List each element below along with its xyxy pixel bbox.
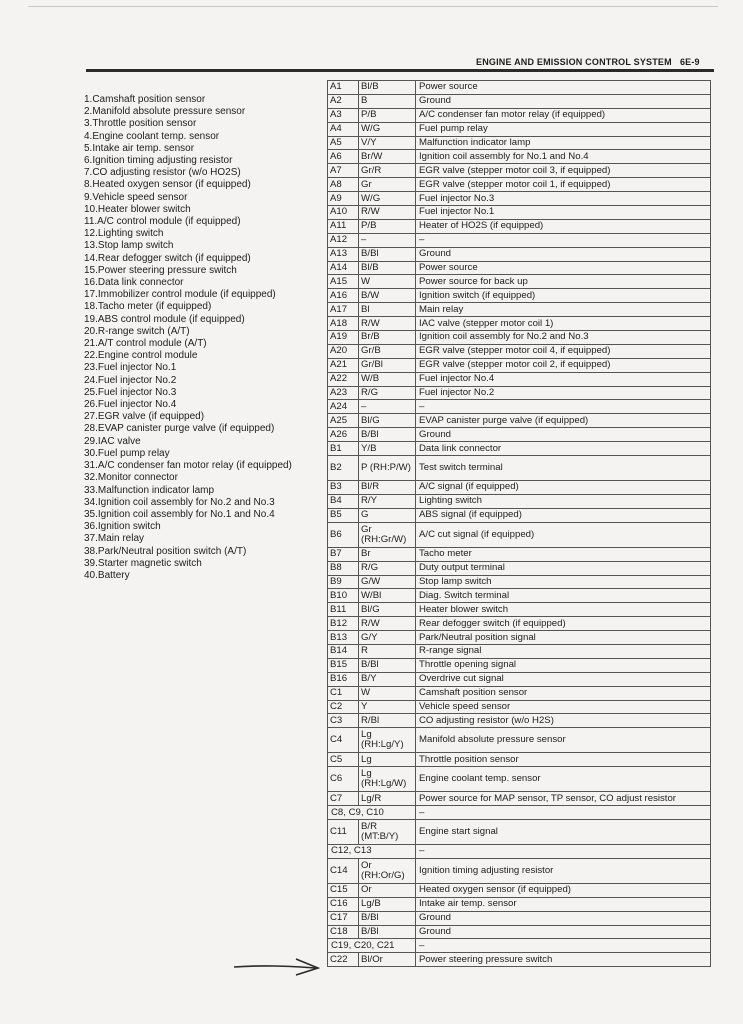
legend-item: 27.EGR valve (if equipped) [84,411,205,423]
wire-color: B [359,94,416,108]
legend-item: 1.Camshaft position sensor [84,94,206,105]
circuit-description: Engine coolant temp. sensor [416,767,711,792]
circuit-description: Throttle position sensor [416,753,711,767]
wire-color: B/Bl [359,247,416,261]
legend-item: 36.Ignition switch [84,521,161,533]
wire-color: B/Bl [359,658,416,672]
table-row [328,547,711,561]
circuit-description: Ground [416,925,711,939]
legend-item: 39.Starter magnetic switch [84,557,202,569]
wire-color: Gr/R [359,164,416,178]
circuit-description: Tacho meter [416,547,711,561]
circuit-description: Fuel pump relay [416,122,711,136]
terminal-pin: C22 [328,953,359,967]
terminal-pin: A20 [328,344,359,358]
circuit-description: – [416,400,711,414]
terminal-pin: A17 [328,303,359,317]
table-row [328,753,711,767]
circuit-description: Malfunction indicator lamp [416,136,711,150]
table-row [328,456,711,481]
terminal-pin: B11 [328,603,359,617]
circuit-description: Test switch terminal [416,456,711,481]
circuit-description: A/C condenser fan motor relay (if equipped) [416,108,711,122]
wire-color: Br/B [359,331,416,345]
table-row [328,275,711,289]
legend-item: 21.A/T control module (A/T) [84,338,207,350]
wire-color: B/R (MT:B/Y) [359,819,416,844]
legend-item: 38.Park/Neutral position switch (A/T) [84,545,247,557]
wire-color: – [359,233,416,247]
circuit-description: Manifold absolute pressure sensor [416,728,711,753]
wire-color: P/B [359,108,416,122]
legend-item: 6.Ignition timing adjusting resistor [84,155,233,167]
table-row [328,767,711,792]
table-row [328,481,711,495]
circuit-description: Ground [416,428,711,442]
wire-color: R/W [359,206,416,220]
terminal-pin: C15 [328,883,359,897]
table-row [328,206,711,220]
terminal-pin: A1 [328,81,359,95]
terminal-pin: A15 [328,275,359,289]
wire-color: Br/W [359,150,416,164]
table-row [328,372,711,386]
wire-color: G/Y [359,631,416,645]
wire-color: Bl/G [359,414,416,428]
table-row [328,686,711,700]
legend-item: 34.Ignition coil assembly for No.2 and No.3 [84,496,275,508]
legend-item: 5.Intake air temp. sensor [84,142,195,154]
legend-item: 12.Lighting switch [84,228,164,240]
wire-color: B/Bl [359,911,416,925]
legend-item: 40.Battery [84,569,130,581]
table-row [328,261,711,275]
circuit-description: IAC valve (stepper motor coil 1) [416,317,711,331]
legend-item: 35.Ignition coil assembly for No.1 and No.4 [84,508,275,520]
wire-color: V/Y [359,136,416,150]
circuit-description: Heater of HO2S (if equipped) [416,219,711,233]
circuit-description: EGR valve (stepper motor coil 3, if equipped) [416,164,711,178]
legend-item: 3.Throttle position sensor [84,118,197,130]
circuit-description: A/C cut signal (if equipped) [416,522,711,547]
table-row [328,644,711,658]
circuit-description: Heater blower switch [416,603,711,617]
table-row [328,658,711,672]
terminal-pin: A2 [328,94,359,108]
wire-color: R/G [359,561,416,575]
terminal-pin: B16 [328,672,359,686]
wire-color: Y [359,700,416,714]
section-title: ENGINE AND EMISSION CONTROL SYSTEM [476,57,672,67]
circuit-description: – [416,939,711,953]
table-row [328,728,711,753]
wire-color: Bl/G [359,603,416,617]
wire-color: Gr/Bl [359,358,416,372]
table-row [328,939,711,953]
table-row [328,400,711,414]
circuit-description: Diag. Switch terminal [416,589,711,603]
wire-color: Lg/B [359,897,416,911]
terminal-pin: B7 [328,547,359,561]
wire-color: R/W [359,617,416,631]
table-row [328,806,711,820]
terminal-pin: C5 [328,753,359,767]
circuit-description: Data link connector [416,442,711,456]
table-row [328,94,711,108]
circuit-description: – [416,233,711,247]
terminal-pin: C7 [328,792,359,806]
wire-color: Bl/Or [359,953,416,967]
wire-color: P (RH:P/W) [359,456,416,481]
circuit-description: Park/Neutral position signal [416,631,711,645]
terminal-pin: A11 [328,219,359,233]
wire-color: W [359,275,416,289]
table-row [328,442,711,456]
table-row [328,603,711,617]
legend-item: 26.Fuel injector No.4 [84,399,177,411]
legend-item: 28.EVAP canister purge valve (if equipped) [84,423,275,435]
circuit-description: Heated oxygen sensor (if equipped) [416,883,711,897]
terminal-pin: A18 [328,317,359,331]
wire-color: W/Bl [359,589,416,603]
table-row [328,344,711,358]
table-row [328,508,711,522]
table-row [328,589,711,603]
terminal-pin: B13 [328,631,359,645]
terminal-pin: C4 [328,728,359,753]
terminal-pin: C11 [328,819,359,844]
table-row [328,953,711,967]
circuit-description: Vehicle speed sensor [416,700,711,714]
terminal-table [327,80,711,967]
wire-color: Lg (RH:Lg/Y) [359,728,416,753]
legend-item: 4.Engine coolant temp. sensor [84,130,220,142]
legend-item: 37.Main relay [84,533,145,545]
circuit-description: Stop lamp switch [416,575,711,589]
table-row [328,192,711,206]
legend-item: 7.CO adjusting resistor (w/o HO2S) [84,167,241,179]
wire-color: R/Y [359,494,416,508]
table-row [328,358,711,372]
table-row [328,522,711,547]
table-row [328,672,711,686]
table-row [328,714,711,728]
terminal-pin: C17 [328,911,359,925]
circuit-description: Fuel injector No.4 [416,372,711,386]
table-row [328,575,711,589]
terminal-pin: A21 [328,358,359,372]
table-row [328,414,711,428]
component-legend [84,94,324,582]
circuit-description: ABS signal (if equipped) [416,508,711,522]
table-row [328,150,711,164]
terminal-pin: A3 [328,108,359,122]
terminal-pin: B9 [328,575,359,589]
wire-color: B/W [359,289,416,303]
table-row [328,164,711,178]
circuit-description: EGR valve (stepper motor coil 1, if equipped) [416,178,711,192]
legend-item: 19.ABS control module (if equipped) [84,313,245,325]
table-row [328,331,711,345]
wire-color: R/W [359,317,416,331]
wire-color: Bl/R [359,481,416,495]
table-row [328,700,711,714]
wire-color: B/Bl [359,428,416,442]
terminal-pin: C19, C20, C21 [328,939,416,953]
wire-color: R/Bl [359,714,416,728]
terminal-pin: A9 [328,192,359,206]
wire-color: P/B [359,219,416,233]
table-row [328,122,711,136]
table-row [328,219,711,233]
terminal-pin: A6 [328,150,359,164]
wire-color: Or [359,883,416,897]
circuit-description: Power steering pressure switch [416,953,711,967]
circuit-description: A/C signal (if equipped) [416,481,711,495]
terminal-pin: A19 [328,331,359,345]
circuit-description: Ground [416,911,711,925]
terminal-pin: B12 [328,617,359,631]
legend-item: 9.Vehicle speed sensor [84,191,188,203]
terminal-pin: A23 [328,386,359,400]
terminal-pin: C8, C9, C10 [328,806,416,820]
circuit-description: – [416,844,711,858]
terminal-pin: C1 [328,686,359,700]
wire-color: W/G [359,192,416,206]
circuit-description: Ignition coil assembly for No.1 and No.4 [416,150,711,164]
terminal-pin: C18 [328,925,359,939]
terminal-pin: A4 [328,122,359,136]
terminal-pin: B15 [328,658,359,672]
legend-item: 22.Engine control module [84,350,198,362]
circuit-description: Engine start signal [416,819,711,844]
legend-item: 30.Fuel pump relay [84,447,170,459]
terminal-pin: A10 [328,206,359,220]
circuit-description: Power source [416,261,711,275]
table-row [328,792,711,806]
circuit-description: EGR valve (stepper motor coil 2, if equipped) [416,358,711,372]
legend-item: 16.Data link connector [84,277,184,289]
table-row [328,108,711,122]
terminal-pin: A26 [328,428,359,442]
circuit-description: Ignition coil assembly for No.2 and No.3 [416,331,711,345]
terminal-pin: A8 [328,178,359,192]
legend-item: 2.Manifold absolute pressure sensor [84,106,246,118]
table-row [328,136,711,150]
terminal-pin: B5 [328,508,359,522]
terminal-pin: A13 [328,247,359,261]
legend-item: 10.Heater blower switch [84,203,191,215]
terminal-pin: A16 [328,289,359,303]
circuit-description: R-range signal [416,644,711,658]
circuit-description: EGR valve (stepper motor coil 4, if equipped) [416,344,711,358]
table-row [328,317,711,331]
wire-color: – [359,400,416,414]
wire-color: Bl/B [359,81,416,95]
legend-item: 18.Tacho meter (if equipped) [84,301,212,313]
page-header [476,57,700,67]
table-row [328,81,711,95]
terminal-pin: A12 [328,233,359,247]
terminal-pin: C12, C13 [328,844,416,858]
circuit-description: Rear defogger switch (if equipped) [416,617,711,631]
terminal-pin: B3 [328,481,359,495]
arrow-icon [232,955,322,979]
table-row [328,561,711,575]
terminal-pin: A14 [328,261,359,275]
wire-color: Lg/R [359,792,416,806]
terminal-pin: A25 [328,414,359,428]
legend-item: 23.Fuel injector No.1 [84,362,177,374]
terminal-pin: A7 [328,164,359,178]
wire-color: G [359,508,416,522]
wire-color: Br [359,547,416,561]
wire-color: Bl [359,303,416,317]
table-row [328,631,711,645]
wire-color: G/W [359,575,416,589]
header-rule [86,69,714,72]
circuit-description: EVAP canister purge valve (if equipped) [416,414,711,428]
table-row [328,386,711,400]
circuit-description: Fuel injector No.2 [416,386,711,400]
page-top-edge [28,6,718,7]
legend-item: 17.Immobilizer control module (if equipped) [84,289,276,301]
legend-item: 33.Malfunction indicator lamp [84,484,215,496]
table-row [328,858,711,883]
table-row [328,844,711,858]
circuit-description: Main relay [416,303,711,317]
legend-item: 15.Power steering pressure switch [84,264,237,276]
legend-item: 24.Fuel injector No.2 [84,374,177,386]
table-row [328,428,711,442]
terminal-pin: A24 [328,400,359,414]
table-row [328,925,711,939]
page-number: 6E-9 [679,57,700,67]
circuit-description: Power source for back up [416,275,711,289]
table-row [328,233,711,247]
circuit-description: Lighting switch [416,494,711,508]
wire-color: Gr/B [359,344,416,358]
wire-color: B/Y [359,672,416,686]
wire-color: W/B [359,372,416,386]
table-row [328,617,711,631]
wire-color: R/G [359,386,416,400]
table-row [328,897,711,911]
circuit-description: Camshaft position sensor [416,686,711,700]
wire-color: Y/B [359,442,416,456]
legend-item: 13.Stop lamp switch [84,240,174,252]
table-row [328,883,711,897]
legend-item: 31.A/C condenser fan motor relay (if equipped) [84,460,292,472]
terminal-pin: A22 [328,372,359,386]
terminal-pin: B4 [328,494,359,508]
wire-color: Or (RH:Or/G) [359,858,416,883]
wire-color: Gr [359,178,416,192]
table-row [328,911,711,925]
circuit-description: – [416,806,711,820]
wire-color: Gr (RH:Gr/W) [359,522,416,547]
terminal-pin: B1 [328,442,359,456]
table-row [328,289,711,303]
circuit-description: Ignition timing adjusting resistor [416,858,711,883]
legend-item: 8.Heated oxygen sensor (if equipped) [84,179,251,191]
terminal-pin: B8 [328,561,359,575]
terminal-pin: C16 [328,897,359,911]
table-row [328,303,711,317]
wire-color: B/Bl [359,925,416,939]
wire-color: Lg (RH:Lg/W) [359,767,416,792]
terminal-pin: C6 [328,767,359,792]
wire-color: W [359,686,416,700]
circuit-description: Ground [416,94,711,108]
legend-item: 25.Fuel injector No.3 [84,386,177,398]
circuit-description: Fuel injector No.1 [416,206,711,220]
circuit-description: Throttle opening signal [416,658,711,672]
table-row [328,819,711,844]
table-row [328,178,711,192]
circuit-description: Power source [416,81,711,95]
circuit-description: Duty output terminal [416,561,711,575]
terminal-pin: B2 [328,456,359,481]
table-row [328,247,711,261]
circuit-description: Fuel injector No.3 [416,192,711,206]
wire-color: Lg [359,753,416,767]
wire-color: R [359,644,416,658]
wire-color: W/G [359,122,416,136]
legend-item: 11.A/C control module (if equipped) [84,216,241,228]
table-row [328,494,711,508]
legend-item: 14.Rear defogger switch (if equipped) [84,252,251,264]
legend-item: 32.Monitor connector [84,472,178,484]
circuit-description: Overdrive cut signal [416,672,711,686]
terminal-pin: C2 [328,700,359,714]
terminal-pin: C3 [328,714,359,728]
circuit-description: Power source for MAP sensor, TP sensor, CO adjust resistor [416,792,711,806]
legend-item: 29.IAC valve [84,435,141,447]
terminal-pin: A5 [328,136,359,150]
terminal-pin: B10 [328,589,359,603]
wire-color: Bl/B [359,261,416,275]
circuit-description: Intake air temp. sensor [416,897,711,911]
circuit-description: Ground [416,247,711,261]
circuit-description: CO adjusting resistor (w/o H2S) [416,714,711,728]
terminal-pin: B6 [328,522,359,547]
terminal-pin: C14 [328,858,359,883]
circuit-description: Ignition switch (if equipped) [416,289,711,303]
legend-item: 20.R-range switch (A/T) [84,325,190,337]
terminal-pin: B14 [328,644,359,658]
